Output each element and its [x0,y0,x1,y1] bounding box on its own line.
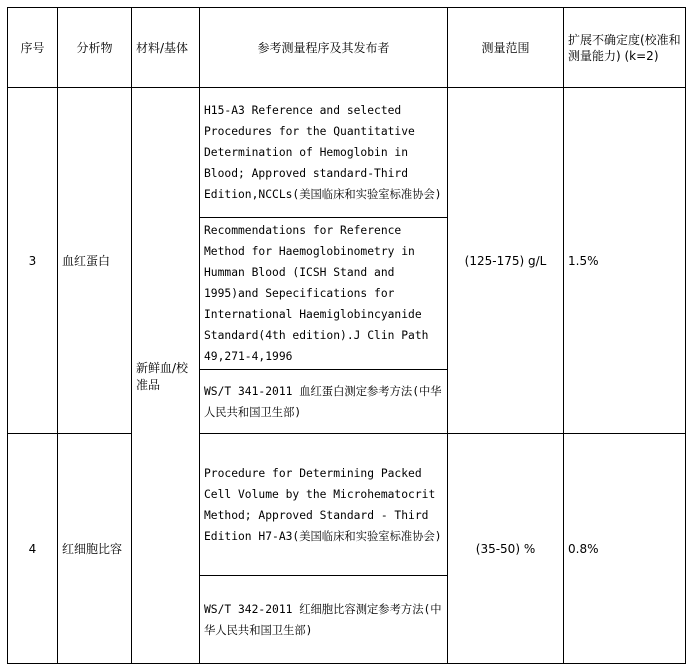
row-analyte: 血红蛋白 [58,88,132,434]
header-material: 材料/基体 [132,8,200,88]
header-analyte: 分析物 [58,8,132,88]
row-analyte: 红细胞比容 [58,434,132,664]
procedure-cell: Procedure for Determining Packed Cell Volume by the Microhematocrit Method; Approved Standard - Third Edition H7-A3(美国临床和实验室标准协会) [200,434,448,576]
header-row [8,8,686,88]
header-no: 序号 [8,8,58,88]
header-procedure: 参考测量程序及其发布者 [200,8,448,88]
header-range: 测量范围 [448,8,564,88]
procedure-cell: Recommendations for Reference Method for Haemoglobinometry in Humman Blood (ICSH Stand and 1995)and Sepecifications for International Haemiglobincyanide Standard(4th edition).J Clin Path 49,271-4,1996 [200,218,448,370]
procedure-cell: WS/T 341-2011 血红蛋白测定参考方法(中华人民共和国卫生部) [200,370,448,434]
material-cell: 新鲜血/校准品 [132,88,200,664]
uncertainty-cell: 1.5% [564,88,686,434]
table-row [8,434,686,576]
reference-procedures-table [7,7,686,664]
row-no: 3 [8,88,58,434]
header-uncertainty: 扩展不确定度(校准和测量能力) (k=2) [564,8,686,88]
range-cell: (125-175) g/L [448,88,564,434]
row-no: 4 [8,434,58,664]
procedure-cell: WS/T 342-2011 红细胞比容测定参考方法(中华人民共和国卫生部) [200,576,448,664]
table-row [8,88,686,218]
uncertainty-cell: 0.8% [564,434,686,664]
procedure-cell: H15-A3 Reference and selected Procedures for the Quantitative Determination of Hemoglobin in Blood; Approved standard-Third Edition,NCCLs(美国临床和实验室标准协会) [200,88,448,218]
range-cell: (35-50) % [448,434,564,664]
